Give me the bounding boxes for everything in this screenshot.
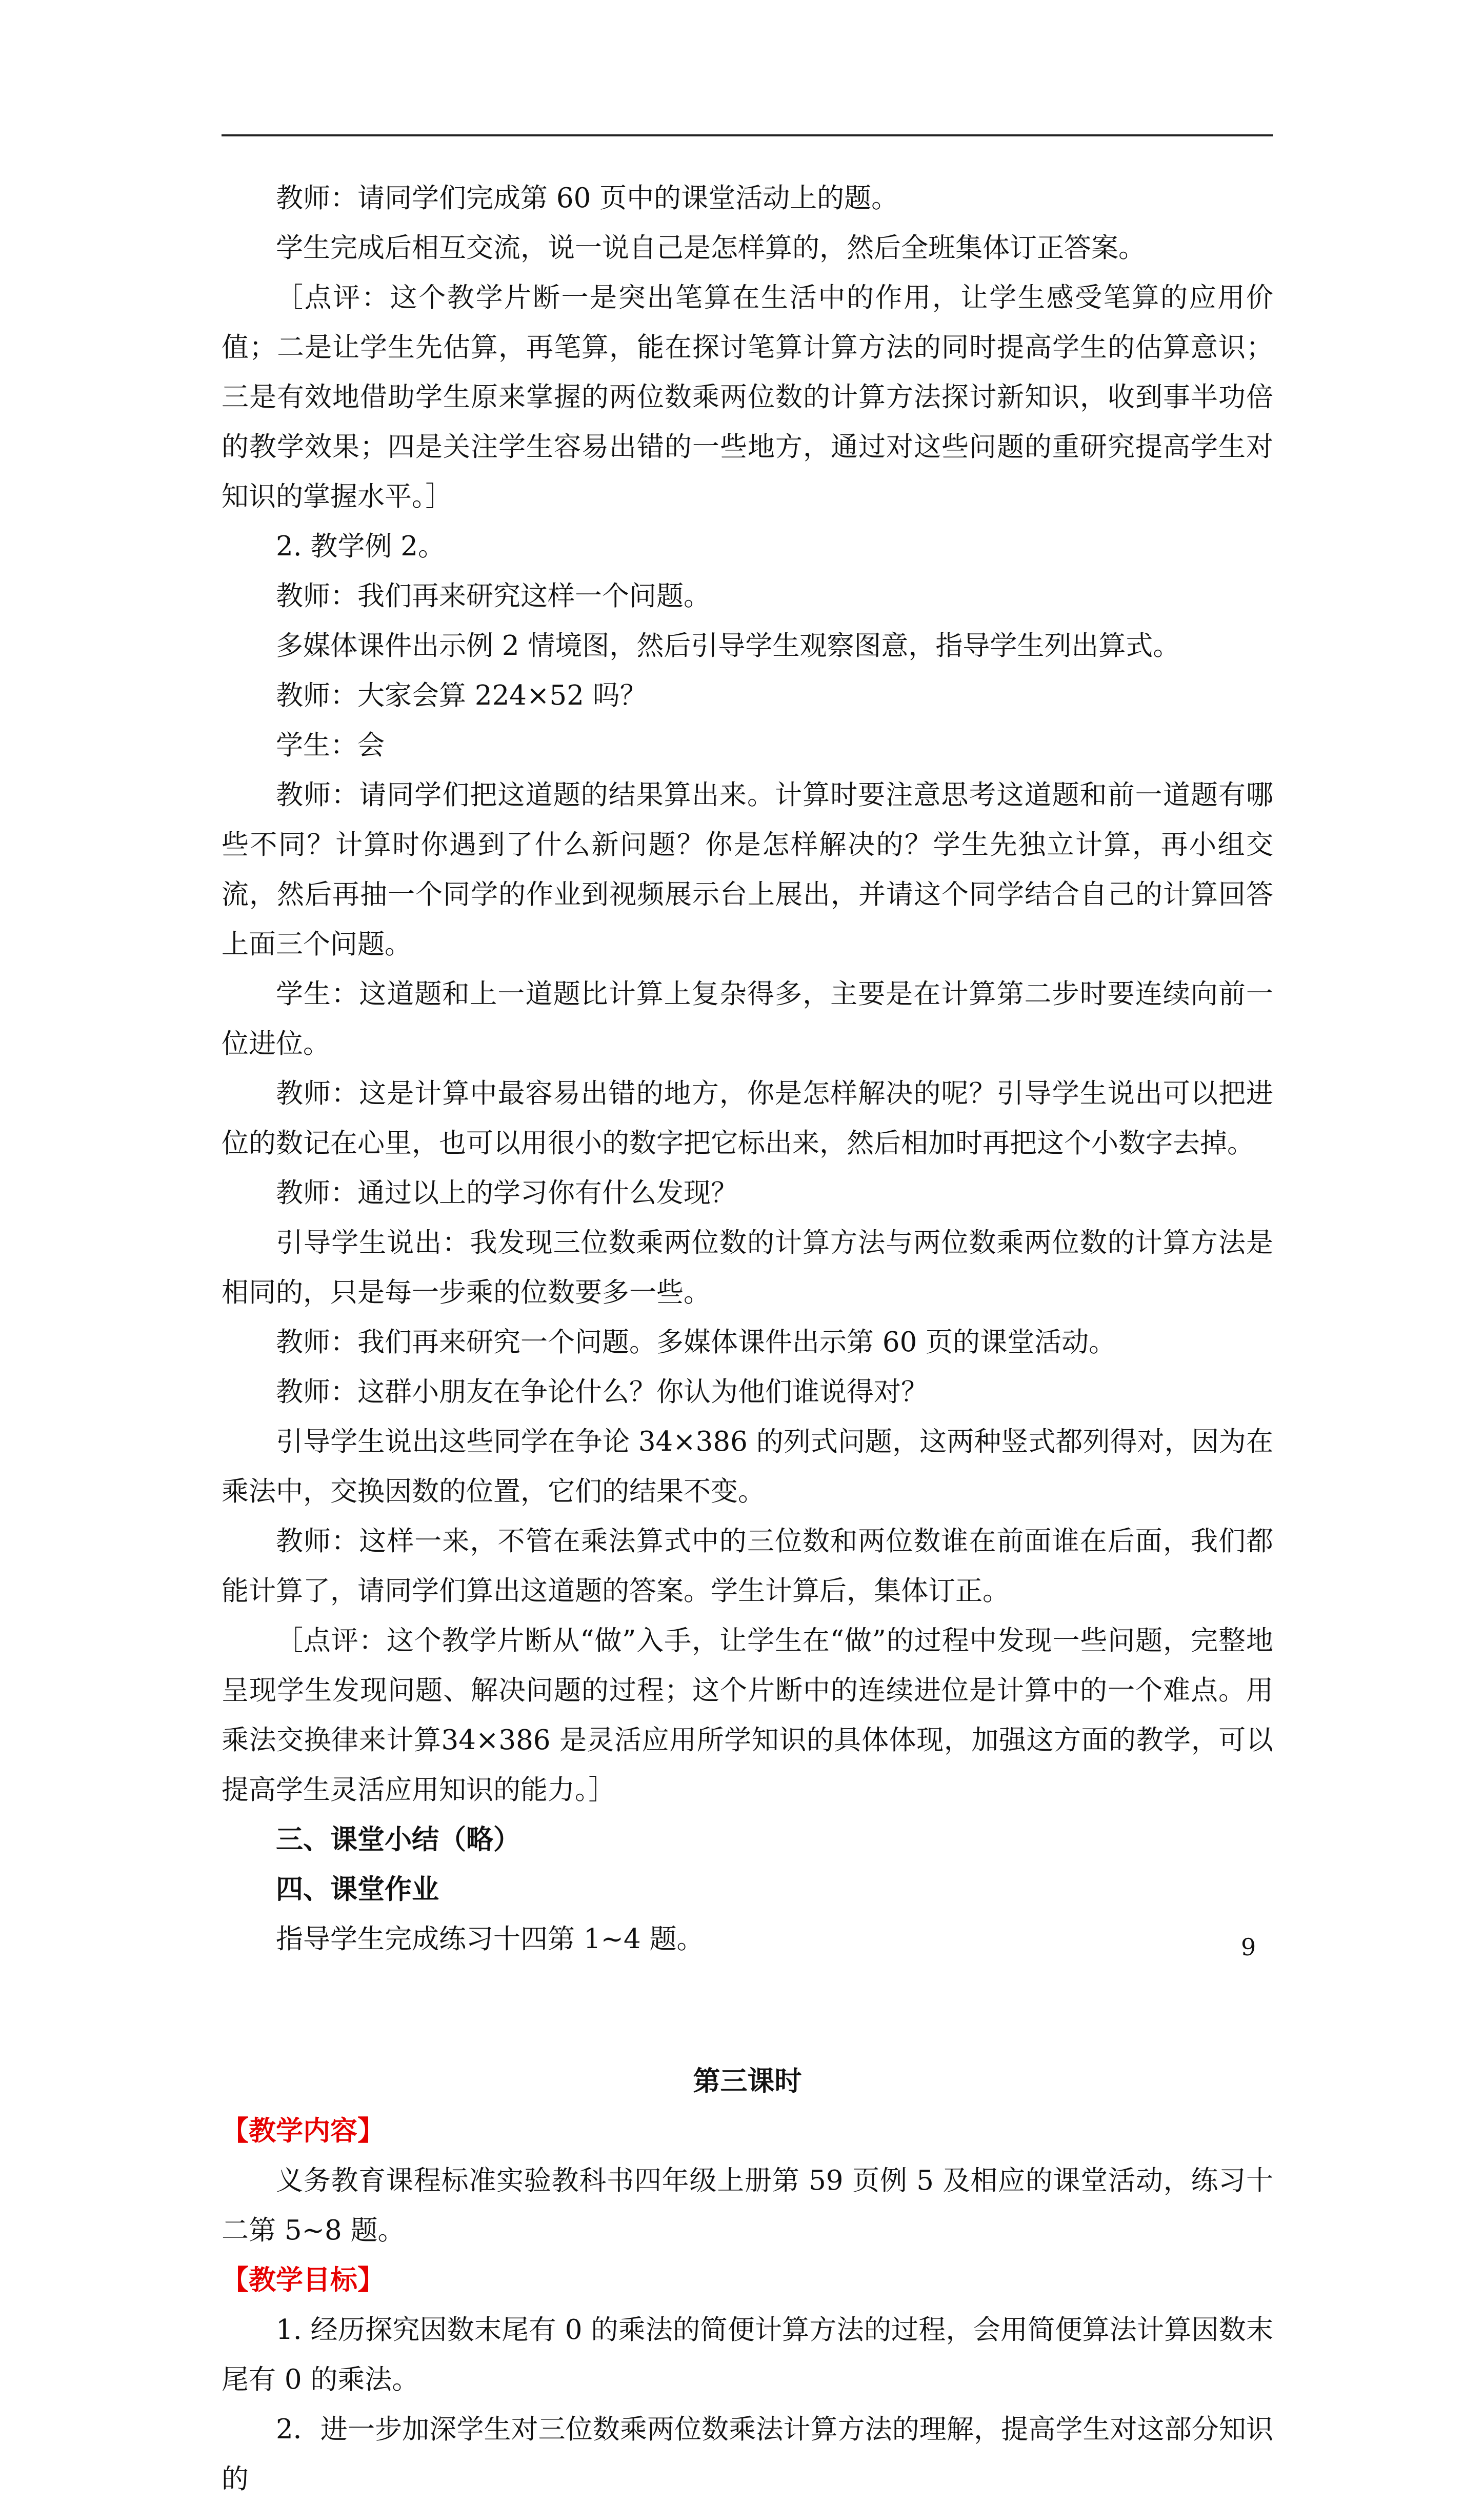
paragraph: 教师：请同学们把这道题的结果算出来。计算时要注意思考这道题和前一道题有哪些不同？计算时你遇到了什么新问题？你是怎样解决的？学生先独立计算，再小组交流，然后再抽一个同学的作业到视频展示台上展出，并请这个同学结合自己的计算回答上面三个问题。 — [222, 779, 1273, 960]
paragraph: 教师：这群小朋友在争论什么？你认为他们谁说得对？ — [276, 1376, 928, 1408]
paragraph: 学生：会 — [276, 730, 385, 761]
spacer — [222, 1964, 1273, 2056]
teaching-goals-heading: 【教学目标】 — [222, 2264, 385, 2296]
paragraph: 教师：大家会算 224×52 吗？ — [276, 680, 647, 711]
paragraph: 引导学生说出这些同学在争论 34×386 的列式问题，这两种竖式都列得对，因为在乘法中，交换因数的位置，它们的结果不变。 — [222, 1426, 1273, 1507]
paragraph: 学生完成后相互交流，说一说自己是怎样算的，然后全班集体订正答案。 — [276, 232, 1146, 264]
paragraph: 指导学生完成练习十四第 1~4 题。 — [276, 1924, 704, 1955]
commentary-note: ［点评：这个教学片断从“做”入手，让学生在“做”的过程中发现一些问题，完整地呈现学生发现问题、解决问题的过程；这个片断中的连续进位是计算中的一个难点。用乘法交换律来计算34×386 是灵活应用所学知识的具体体现，加强这方面的教学，可以提高学生灵活应用知识的能力。］ — [222, 1625, 1273, 1806]
section-heading: 四、课堂作业 — [276, 1873, 439, 1905]
teaching-content-text: 义务教育课程标准实验教科书四年级上册第 59 页例 5 及相应的课堂活动，练习十二第 5~8 题。 — [222, 2165, 1273, 2246]
paragraph: 教师：我们再来研究一个问题。多媒体课件出示第 60 页的课堂活动。 — [276, 1327, 1116, 1358]
teaching-goal-item: 1. 经历探究因数末尾有 0 的乘法的简便计算方法的过程，会用简便算法计算因数末尾有 0 的乘法。 — [222, 2314, 1273, 2395]
paragraph: 多媒体课件出示例 2 情境图，然后引导学生观察图意，指导学生列出算式。 — [276, 630, 1180, 662]
section-heading: 三、课堂小结（略） — [276, 1824, 520, 1855]
commentary-note: ［点评：这个教学片断一是突出笔算在生活中的作用，让学生感受笔算的应用价值；二是让学生先估算，再笔算，能在探讨笔算计算方法的同时提高学生的估算意识；三是有效地借助学生原来掌握的两位数乘两位数的计算方法探讨新知识，收到事半功倍的教学效果；四是关注学生容易出错的一些地方，通过对这些问题的重研究提高学生对知识的掌握水平。］ — [222, 282, 1273, 512]
paragraph: 学生：这道题和上一道题比计算上复杂得多，主要是在计算第二步时要连续向前一位进位。 — [222, 978, 1273, 1059]
teaching-goal-item: 2．进一步加深学生对三位数乘两位数乘法计算方法的理解，提高学生对这部分知识的 — [222, 2414, 1273, 2495]
teaching-content-heading: 【教学内容】 — [222, 2115, 385, 2147]
lesson-title: 第三课时 — [693, 2065, 802, 2097]
paragraph: 教师：请同学们完成第 60 页中的课堂活动上的题。 — [276, 183, 899, 214]
section-item: 2. 教学例 2。 — [276, 531, 445, 562]
paragraph: 教师：这样一来，不管在乘法算式中的三位数和两位数谁在前面谁在后面，我们都能计算了，请同学们算出这道题的答案。学生计算后，集体订正。 — [222, 1526, 1273, 1607]
page-number: 9 — [1241, 1933, 1256, 1961]
page-content — [222, 173, 1273, 2504]
paragraph: 教师：我们再来研究这样一个问题。 — [276, 580, 711, 612]
header-rule — [222, 134, 1273, 136]
paragraph: 教师：这是计算中最容易出错的地方，你是怎样解决的呢？引导学生说出可以把进位的数记在心里，也可以用很小的数字把它标出来，然后相加时再把这个小数字去掉。 — [222, 1078, 1273, 1159]
paragraph: 引导学生说出：我发现三位数乘两位数的计算方法与两位数乘两位数的计算方法是相同的，只是每一步乘的位数要多一些。 — [222, 1227, 1273, 1308]
paragraph: 教师：通过以上的学习你有什么发现？ — [276, 1177, 738, 1209]
